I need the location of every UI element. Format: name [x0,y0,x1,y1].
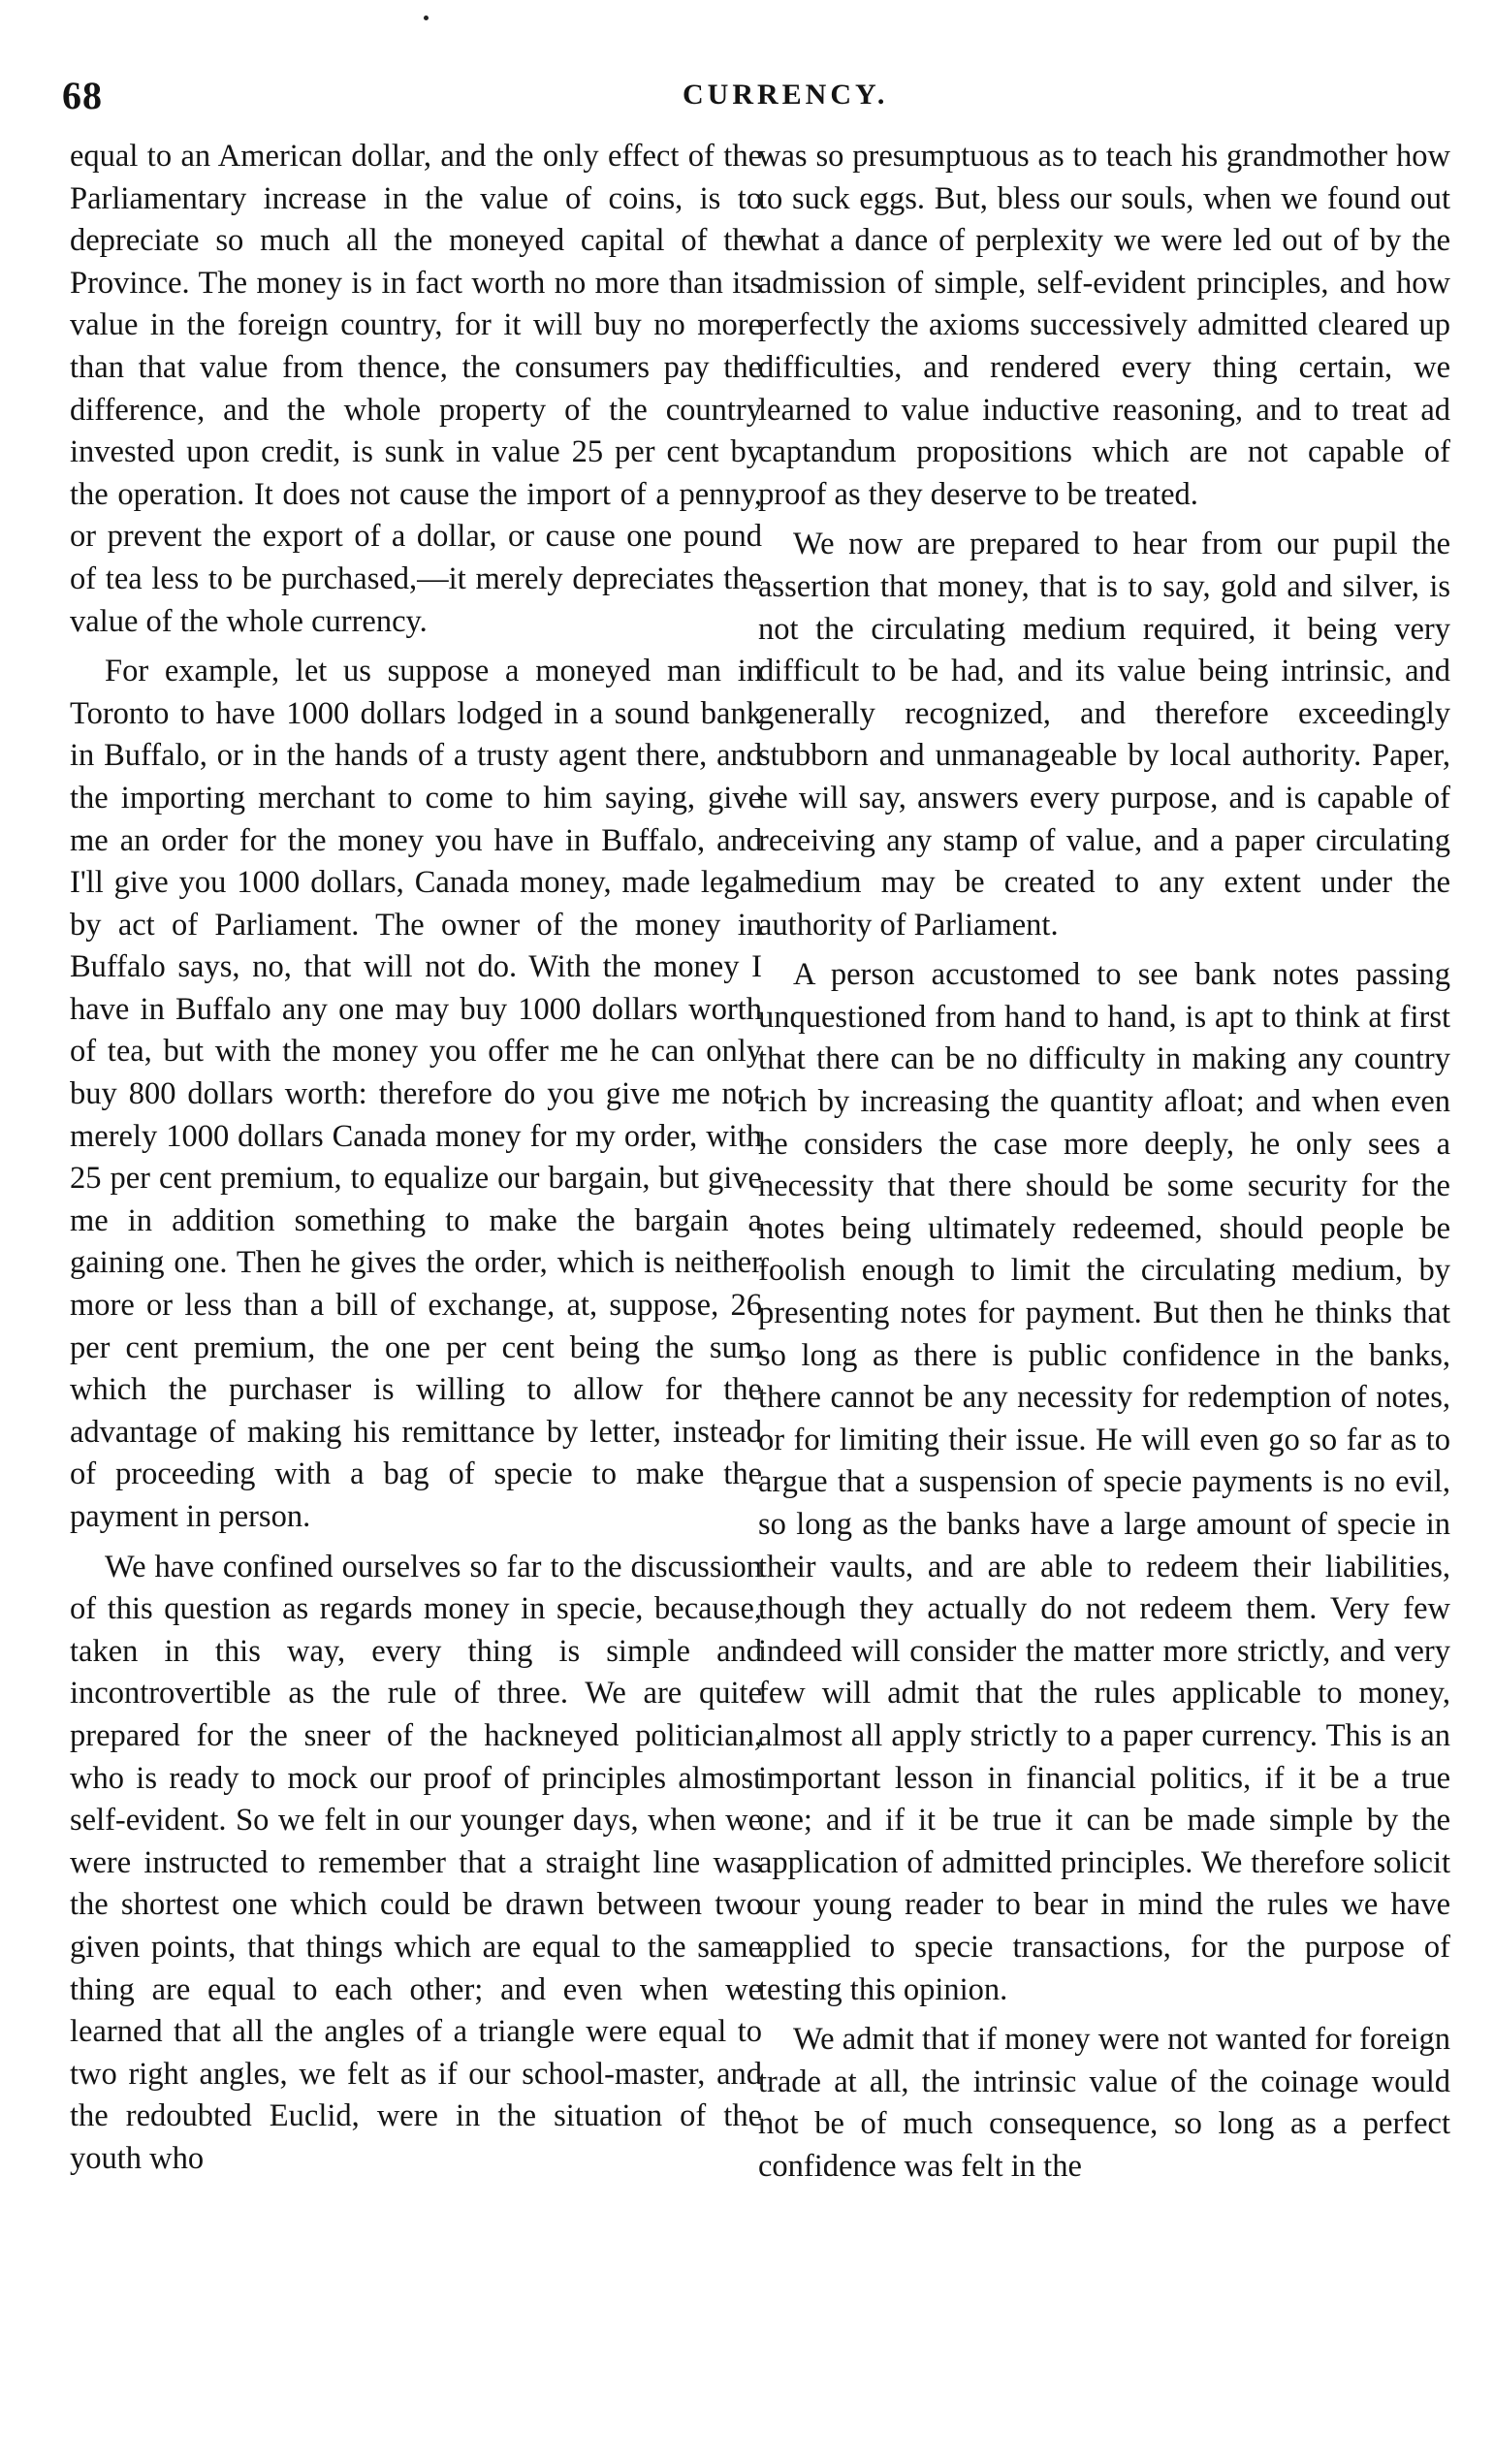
ink-speck [424,16,429,20]
paragraph: A person accustomed to see bank notes passing unquestioned from hand to hand, is apt to think at first that there can be no difficulty in making any country rich by increasing the quantity afloat; and when even he considers the case more deeply, he only sees a necessity that there should be some security for the notes being ultimately redeemed, should people be foolish enough to limit the circulating medium, by presenting notes for payment. But then he thinks that so long as there is public confidence in the banks, there cannot be any necessity for redemption of notes, or for limiting their issue. He will even go so far as to argue that a suspension of specie payments is no evil, so long as the banks have a large amount of specie in their vaults, and are able to redeem their liabilities, though they actually do not redeem them. Very few indeed will consider the matter more strictly, and very few will admit that the rules applicable to money, almost all apply strictly to a paper currency. This is an important lesson in financial politics, if it be a true one; and if it be true it can be made simple by the application of admitted principles. We therefore solicit our young reader to bear in mind the rules we have applied to specie transactions, for the purpose of testing this opinion. [758,957,1450,2007]
paragraph: equal to an American dollar, and the only effect of the Parliamentary increase in the value of coins, is to depreciate so much all the moneyed capital of the Province. The money is in fact worth no more than its value in the foreign country, for it will buy no more than that value from thence, the consumers pay the difference, and the whole property of the country invested upon credit, is sunk in value 25 per cent by the operation. It does not cause the import of a penny, or prevent the export of a dollar, or cause one pound of tea less to be purchased,—it merely depreciates the value of the whole currency. [70,139,762,639]
paragraph: We have confined ourselves so far to the discussion of this question as regards money in specie, because, taken in this way, every thing is simple and incontrovertible as the rule of three. We are quite prepared for the sneer of the hackneyed politician, who is ready to mock our proof of principles almost self-evident. So we felt in our younger days, when we were instructed to remember that a straight line was the shortest one which could be drawn between two given points, that things which are equal to the same thing are equal to each other; and even when we learned that all the angles of a triangle were equal to two right angles, we felt as if our school-master, and the redoubted Euclid, were in the situation of the youth who [70,1549,762,2176]
running-title: CURRENCY. [683,79,889,111]
paragraph: was so presumptuous as to teach his grandmother how to suck eggs. But, bless our souls, when we found out what a dance of perplexity we were led out of by the admission of simple, self-evident principles, and how perfectly the axioms successively admitted cleared up difficulties, and rendered every thing certain, we learned to value inductive reasoning, and to treat ad captandum propositions which are not capable of proof as they deserve to be treated. [758,139,1450,512]
left-column [70,136,762,2189]
paragraph: We now are prepared to hear from our pupil the assertion that money, that is to say, gold and silver, is not the circulating medium required, it being very difficult to be had, and its value being intrinsic, and generally recognized, and therefore exceedingly stubborn and unmanageable by local authority. Paper, he will say, answers every purpose, and is capable of receiving any stamp of value, and a paper circulating medium may be created to any extent under the authority of Parliament. [758,527,1450,943]
paragraph: For example, let us suppose a moneyed man in Toronto to have 1000 dollars lodged in a sound bank in Buffalo, or in the hands of a trusty agent there, and the importing merchant to come to him saying, give me an order for the money you have in Buffalo, and I'll give you 1000 dollars, Canada money, made legal by act of Parliament. The owner of the money in Buffalo says, no, that will not do. With the money I have in Buffalo any one may buy 1000 dollars worth of tea, but with the money you offer me he can only buy 800 dollars worth: therefore do you give me not merely 1000 dollars Canada money for my order, with 25 per cent premium, to equalize our bargain, but give me in addition something to make the bargain a gaining one. Then he gives the order, which is neither more or less than a bill of exchange, at, suppose, 26 per cent premium, the one per cent being the sum which the purchaser is willing to allow for the advantage of making his remittance by letter, instead of proceeding with a bag of specie to make the payment in person. [70,654,762,1534]
page-header [62,73,1439,131]
right-column [758,136,1450,2196]
page-number: 68 [62,74,103,117]
paragraph: We admit that if money were not wanted for foreign trade at all, the intrinsic value of the coinage would not be of much consequence, so long as a perfect confidence was felt in the [758,2022,1450,2184]
